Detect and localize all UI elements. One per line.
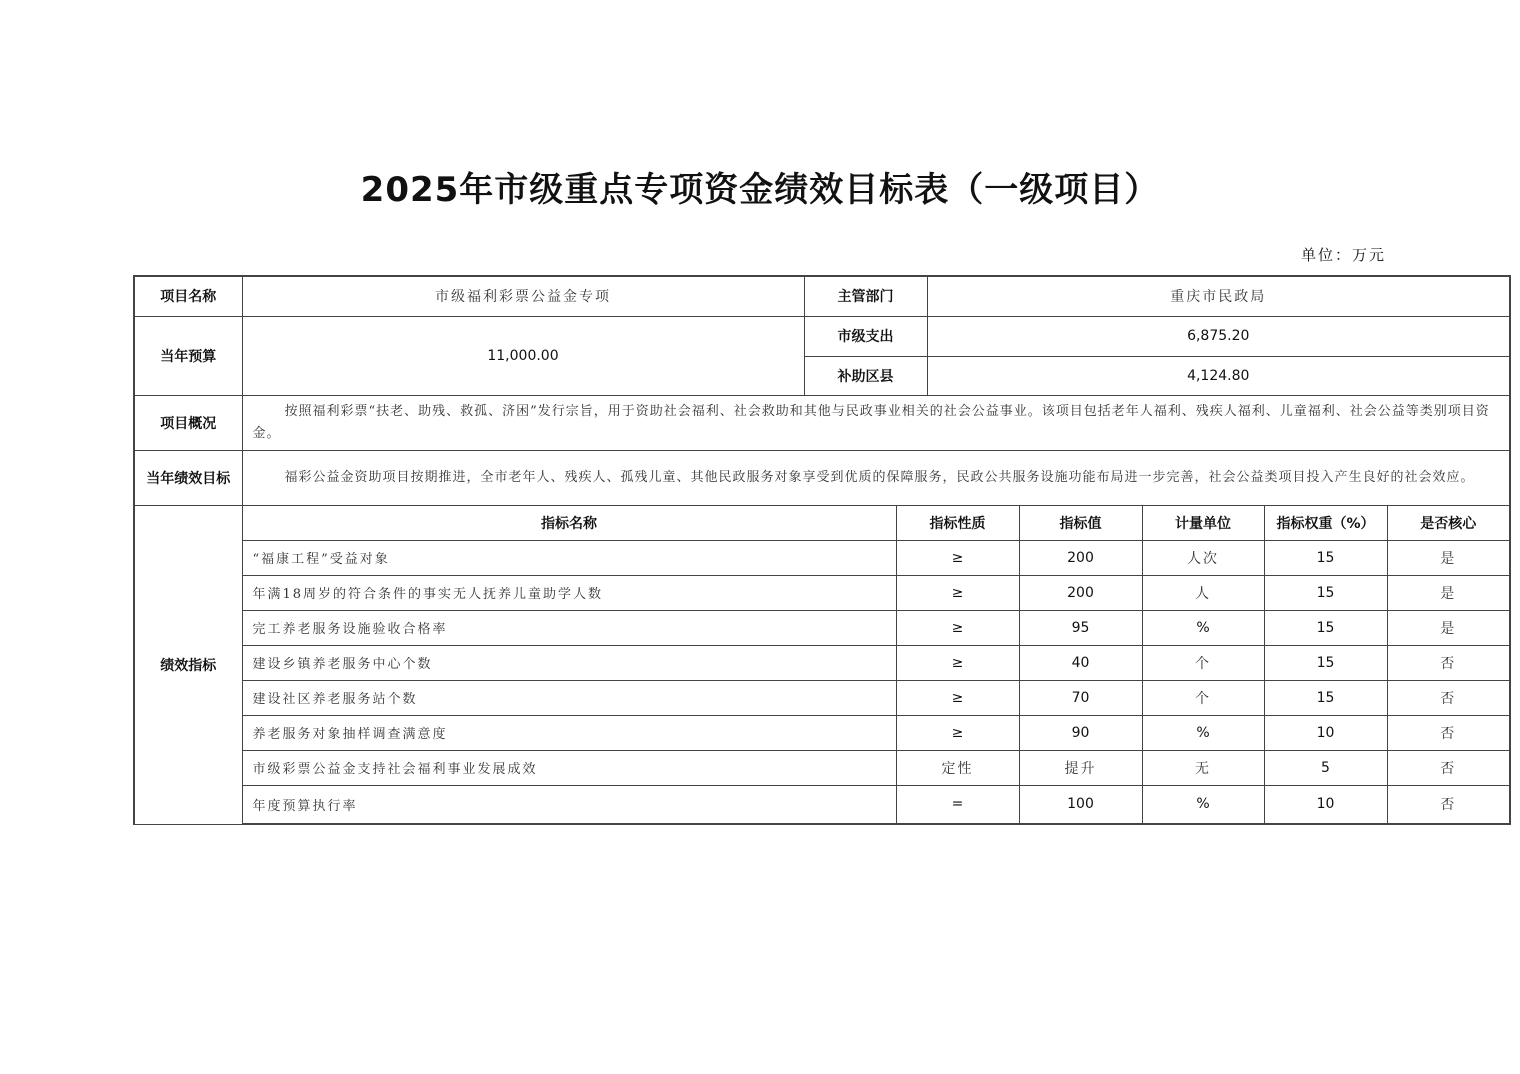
indicator-name: 建设社区养老服务站个数 xyxy=(242,680,896,715)
city-expense-value: 6,875.20 xyxy=(927,316,1510,356)
header-indicator-name: 指标名称 xyxy=(242,505,896,540)
indicator-core: 否 xyxy=(1387,750,1510,785)
indicator-nature: ≥ xyxy=(896,645,1019,680)
indicator-nature: ≥ xyxy=(896,680,1019,715)
overview-label: 项目概况 xyxy=(134,395,242,450)
city-expense-label: 市级支出 xyxy=(804,316,927,356)
budget-row-city xyxy=(134,316,1510,356)
indicator-weight: 15 xyxy=(1264,645,1387,680)
header-indicator-weight: 指标权重（%） xyxy=(1264,505,1387,540)
indicator-unit: % xyxy=(1142,785,1264,824)
indicator-core: 是 xyxy=(1387,540,1510,575)
indicator-nature: ≥ xyxy=(896,610,1019,645)
indicator-unit: 个 xyxy=(1142,645,1264,680)
dept-label: 主管部门 xyxy=(804,276,927,316)
indicator-core: 否 xyxy=(1387,645,1510,680)
indicator-weight: 15 xyxy=(1264,540,1387,575)
indicator-unit: % xyxy=(1142,715,1264,750)
indicator-header-row xyxy=(134,505,1510,540)
indicator-nature: ≥ xyxy=(896,540,1019,575)
performance-goal-table xyxy=(133,275,1511,825)
county-subsidy-label: 补助区县 xyxy=(804,356,927,395)
indicator-value: 95 xyxy=(1019,610,1142,645)
dept-value: 重庆市民政局 xyxy=(927,276,1510,316)
indicator-value: 40 xyxy=(1019,645,1142,680)
indicator-nature: ≥ xyxy=(896,715,1019,750)
table-row xyxy=(134,785,1510,824)
indicator-weight: 15 xyxy=(1264,610,1387,645)
indicator-value: 200 xyxy=(1019,540,1142,575)
table-row xyxy=(134,680,1510,715)
indicator-nature: 定性 xyxy=(896,750,1019,785)
header-is-core: 是否核心 xyxy=(1387,505,1510,540)
table-row xyxy=(134,610,1510,645)
table-row xyxy=(134,750,1510,785)
overview-row xyxy=(134,395,1510,450)
table-row xyxy=(134,715,1510,750)
indicator-weight: 10 xyxy=(1264,785,1387,824)
project-name-value: 市级福利彩票公益金专项 xyxy=(242,276,804,316)
indicator-weight: 15 xyxy=(1264,680,1387,715)
indicator-unit: 人 xyxy=(1142,575,1264,610)
county-subsidy-value: 4,124.80 xyxy=(927,356,1510,395)
indicator-value: 70 xyxy=(1019,680,1142,715)
table-row xyxy=(134,575,1510,610)
indicators-label: 绩效指标 xyxy=(134,505,242,824)
indicator-value: 90 xyxy=(1019,715,1142,750)
goal-text: 福彩公益金资助项目按期推进，全市老年人、残疾人、孤残儿童、其他民政服务对象享受到优质的保障服务，民政公共服务设施功能布局进一步完善，社会公益类项目投入产生良好的社会效应。 xyxy=(242,450,1510,505)
indicator-core: 否 xyxy=(1387,785,1510,824)
overview-text: 按照福利彩票“扶老、助残、救孤、济困”发行宗旨，用于资助社会福利、社会救助和其他与民政事业相关的社会公益事业。该项目包括老年人福利、残疾人福利、儿童福利、社会公益等类别项目资金。 xyxy=(242,395,1510,450)
indicator-core: 否 xyxy=(1387,680,1510,715)
indicator-unit: 个 xyxy=(1142,680,1264,715)
indicator-weight: 10 xyxy=(1264,715,1387,750)
table-row xyxy=(134,540,1510,575)
indicator-value: 200 xyxy=(1019,575,1142,610)
indicator-nature: = xyxy=(896,785,1019,824)
indicator-core: 是 xyxy=(1387,610,1510,645)
indicator-name: 完工养老服务设施验收合格率 xyxy=(242,610,896,645)
budget-total-value: 11,000.00 xyxy=(242,316,804,395)
header-measure-unit: 计量单位 xyxy=(1142,505,1264,540)
project-row xyxy=(134,276,1510,316)
indicator-name: 养老服务对象抽样调查满意度 xyxy=(242,715,896,750)
indicator-value: 100 xyxy=(1019,785,1142,824)
indicator-unit: 无 xyxy=(1142,750,1264,785)
page-title: 2025年市级重点专项资金绩效目标表（一级项目） xyxy=(360,170,1160,210)
indicator-value: 提升 xyxy=(1019,750,1142,785)
project-name-label: 项目名称 xyxy=(134,276,242,316)
header-indicator-nature: 指标性质 xyxy=(896,505,1019,540)
header-indicator-value: 指标值 xyxy=(1019,505,1142,540)
indicator-unit: 人次 xyxy=(1142,540,1264,575)
indicator-nature: ≥ xyxy=(896,575,1019,610)
indicator-unit: % xyxy=(1142,610,1264,645)
indicator-core: 是 xyxy=(1387,575,1510,610)
goal-row xyxy=(134,450,1510,505)
unit-label: 单位：万元 xyxy=(1300,246,1386,264)
indicator-name: 建设乡镇养老服务中心个数 xyxy=(242,645,896,680)
indicator-name: 年满18周岁的符合条件的事实无人抚养儿童助学人数 xyxy=(242,575,896,610)
table-row xyxy=(134,645,1510,680)
indicator-core: 否 xyxy=(1387,715,1510,750)
indicator-name: 年度预算执行率 xyxy=(242,785,896,824)
budget-label: 当年预算 xyxy=(134,316,242,395)
indicator-weight: 15 xyxy=(1264,575,1387,610)
indicator-weight: 5 xyxy=(1264,750,1387,785)
indicator-name: 市级彩票公益金支持社会福利事业发展成效 xyxy=(242,750,896,785)
goal-label: 当年绩效目标 xyxy=(134,450,242,505)
indicator-name: “福康工程”受益对象 xyxy=(242,540,896,575)
